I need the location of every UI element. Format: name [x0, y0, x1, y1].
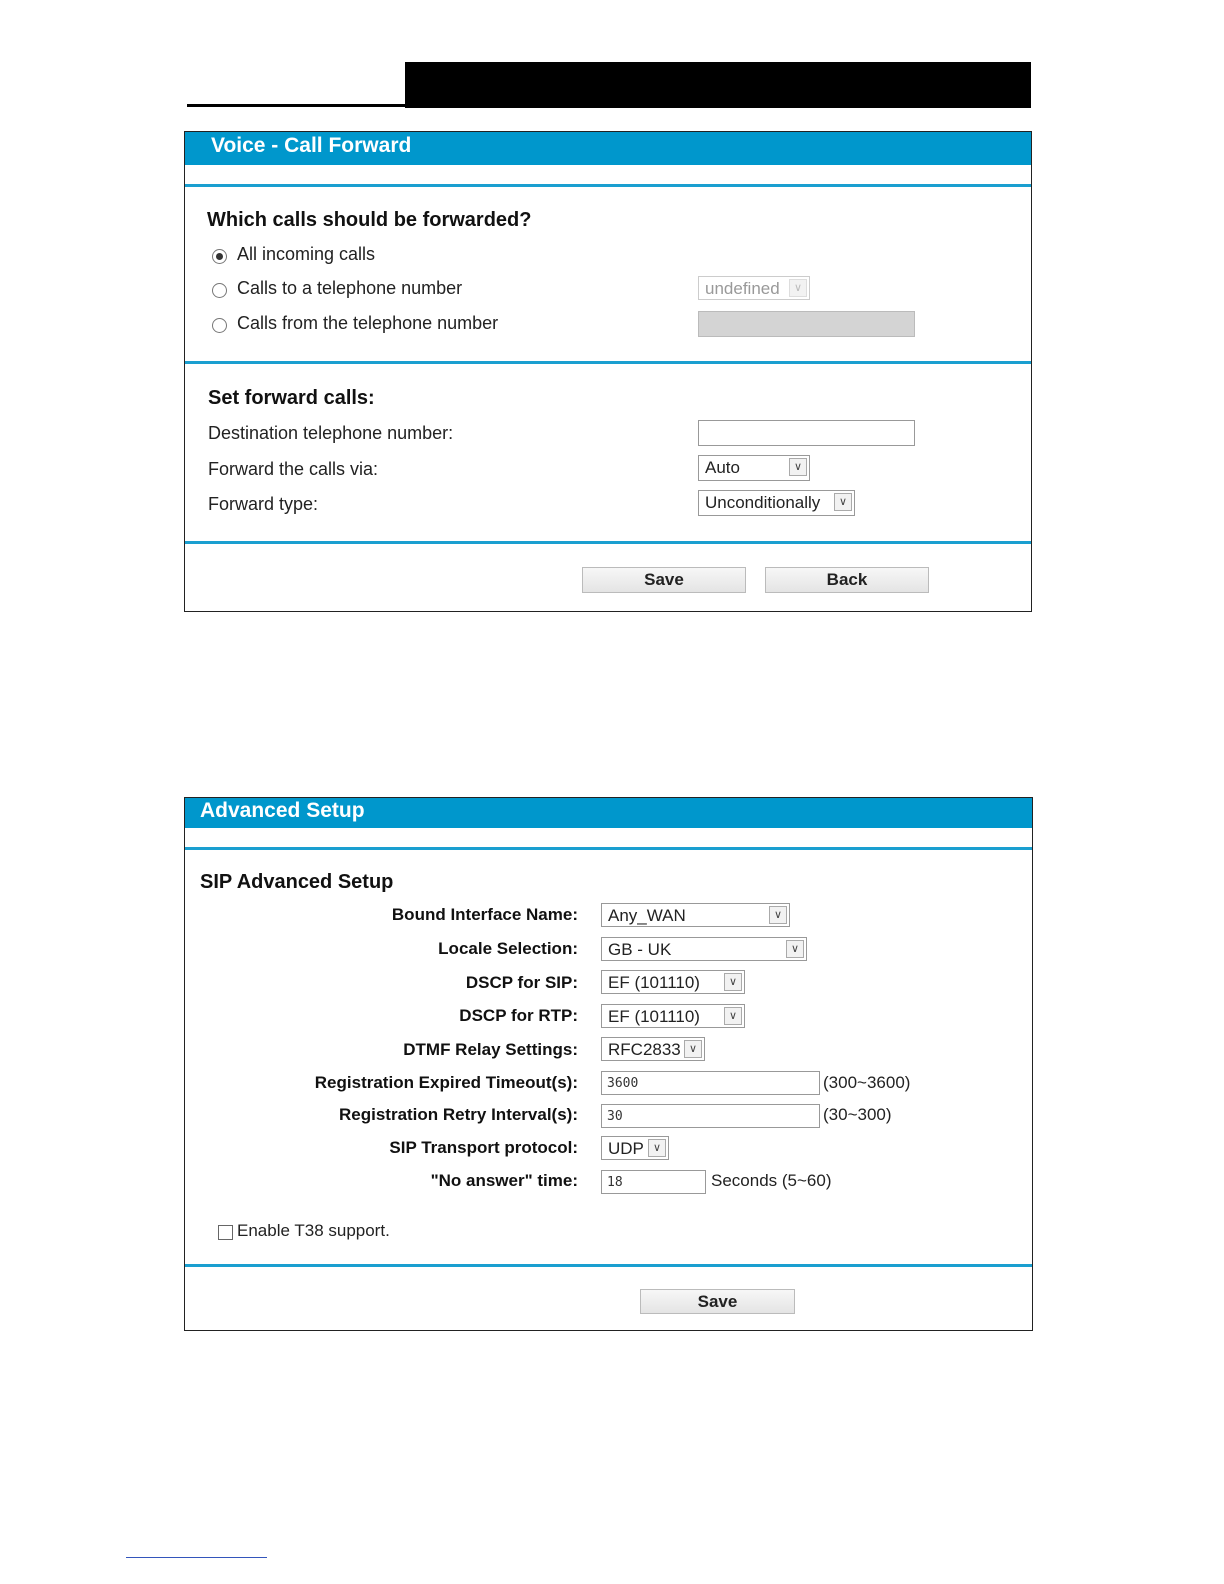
- chevron-down-icon: ∨: [648, 1139, 666, 1157]
- which-calls-heading: Which calls should be forwarded?: [207, 209, 532, 231]
- header-rule: [187, 104, 407, 107]
- locale-select[interactable]: [601, 937, 807, 961]
- transport-label: SIP Transport protocol:: [389, 1138, 578, 1157]
- header-bar: [405, 62, 1031, 108]
- chevron-down-icon: ∨: [786, 940, 804, 958]
- dscp-rtp-label: DSCP for RTP:: [459, 1006, 578, 1025]
- via-select[interactable]: [698, 455, 810, 481]
- via-select-value: Auto: [705, 458, 740, 477]
- locale-label: Locale Selection:: [438, 939, 578, 958]
- calls-to-select[interactable]: [698, 276, 810, 300]
- dscp-sip-select[interactable]: [601, 970, 745, 994]
- separator: [185, 361, 1031, 364]
- radio-calls-from-label: Calls from the telephone number: [237, 313, 499, 333]
- calls-to-select-value: undefined: [705, 279, 780, 298]
- chevron-down-icon: ∨: [684, 1040, 702, 1058]
- bound-interface-value: Any_WAN: [608, 906, 686, 925]
- call-forward-panel: [184, 131, 1032, 612]
- chevron-down-icon: ∨: [789, 458, 807, 476]
- dtmf-select[interactable]: [601, 1037, 705, 1061]
- locale-value: GB - UK: [608, 940, 672, 959]
- panel-title-bar: [185, 798, 1032, 828]
- no-answer-label: "No answer" time:: [430, 1171, 578, 1190]
- set-forward-heading: Set forward calls:: [208, 387, 375, 409]
- panel-title: Voice - Call Forward: [211, 134, 412, 157]
- via-label: Forward the calls via:: [208, 459, 379, 479]
- dscp-sip-value: EF (101110): [608, 973, 700, 992]
- type-select-value: Unconditionally: [705, 493, 821, 512]
- reg-timeout-label: Registration Expired Timeout(s):: [314, 1073, 578, 1092]
- reg-retry-label: Registration Retry Interval(s):: [339, 1105, 578, 1124]
- separator: [185, 847, 1032, 850]
- t38-checkbox[interactable]: [218, 1225, 233, 1240]
- panel-title: Advanced Setup: [200, 799, 365, 822]
- no-answer-hint: Seconds (5~60): [711, 1171, 832, 1190]
- calls-from-input[interactable]: [698, 311, 915, 337]
- reg-retry-input[interactable]: 30: [601, 1104, 820, 1128]
- save-button[interactable]: Save: [582, 567, 746, 593]
- t38-label: Enable T38 support.: [237, 1221, 390, 1240]
- reg-timeout-input[interactable]: 3600: [601, 1071, 820, 1095]
- dscp-rtp-select[interactable]: [601, 1004, 745, 1028]
- sip-advanced-heading: SIP Advanced Setup: [200, 871, 394, 893]
- chevron-down-icon: ∨: [769, 906, 787, 924]
- dscp-rtp-value: EF (101110): [608, 1007, 700, 1026]
- separator: [185, 541, 1031, 544]
- advanced-setup-panel: [184, 797, 1033, 1331]
- reg-timeout-hint: (300~3600): [823, 1073, 911, 1092]
- dscp-sip-label: DSCP for SIP:: [465, 973, 578, 992]
- chevron-down-icon: ∨: [724, 973, 742, 991]
- dtmf-label: DTMF Relay Settings:: [403, 1040, 578, 1059]
- radio-calls-to[interactable]: [212, 283, 227, 298]
- radio-all-incoming[interactable]: [212, 249, 227, 264]
- transport-value: UDP: [608, 1139, 644, 1158]
- bound-interface-select[interactable]: [601, 903, 790, 927]
- dtmf-value: RFC2833: [608, 1040, 681, 1059]
- destination-input[interactable]: [698, 420, 915, 446]
- radio-all-incoming-label: All incoming calls: [237, 244, 376, 264]
- panel-title-bar: [185, 132, 1031, 165]
- radio-calls-from[interactable]: [212, 318, 227, 333]
- type-select[interactable]: [698, 490, 855, 516]
- back-button[interactable]: Back: [765, 567, 929, 593]
- chevron-down-icon: ∨: [834, 493, 852, 511]
- reg-retry-hint: (30~300): [823, 1105, 892, 1124]
- chevron-down-icon: ∨: [724, 1007, 742, 1025]
- type-label: Forward type:: [208, 494, 319, 514]
- no-answer-input[interactable]: 18: [601, 1170, 706, 1194]
- radio-calls-to-label: Calls to a telephone number: [237, 278, 463, 298]
- separator: [185, 1264, 1032, 1267]
- footer-link-underline: [126, 1557, 267, 1558]
- save-button[interactable]: Save: [640, 1289, 795, 1314]
- destination-label: Destination telephone number:: [208, 423, 454, 443]
- chevron-down-icon: ∨: [789, 279, 807, 297]
- separator: [185, 184, 1031, 187]
- transport-select[interactable]: [601, 1136, 669, 1160]
- bound-interface-label: Bound Interface Name:: [391, 905, 578, 924]
